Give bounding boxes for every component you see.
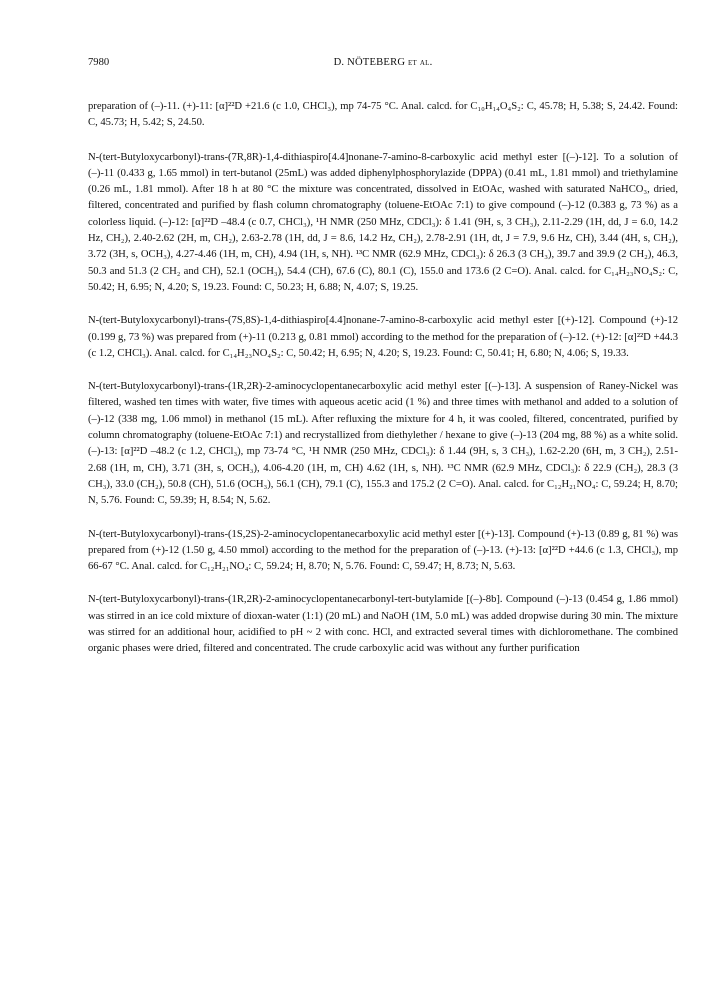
paragraph: N-(tert-Butyloxycarbonyl)-trans-(1R,2R)-2-aminocyclopentanecarboxylic acid methyl ester [(–)-13]. A suspension of Raney-Nickel was filtered, washed ten times with water, five times with aqueous acetic acid (1 %) and three times with methanol and added to a solution of (–)-12 (338 mg, 1.06 mmol) in methanol (15 mL). After refluxing the mixture for 4 h, it was cooled, filtered, concentrated, purified by column chromatography (toluene-EtOAc 7:1) and recrystallized from diethylether / hexane to give (–)-13 (204 mg, 88 %) as a white solid. (–)-13: [α]²²D –48.2 (c 1.2, CHCl₃), mp 73-74 °C, ¹H NMR (250 MHz, CDCl₃): δ 1.44 (9H, s, 3 CH₃), 1.62-2.20 (6H, m, 3 CH₂), 2.51-2.68 (1H, m, CH), 3.71 (3H, s, OCH₃), 4.06-4.20 (1H, m, CH) 4.62 (1H, s, NH). ¹³C NMR (62.9 MHz, CDCl₃): δ 22.9 (CH₂), 28.3 (3 CH₃), 33.0 (CH₂), 50.8 (CH), 51.6 (OCH₃), 56.1 (CH), 79.1 (C), 155.3 and 175.2 (2 C=O). Anal. calcd. for C₁₂H₂₁NO₄: C, 59.24; H, 8.70; N, 5.76. Found: C, 59.39; H, 8.54; N, 5.62.	[88, 381, 678, 507]
running-head: D. NÖTEBERG et al.	[333, 57, 433, 68]
paragraph: N-(tert-Butyloxycarbonyl)-trans-(7R,8R)-1,4-dithiaspiro[4.4]nonane-7-amino-8-carboxylic acid methyl ester [(–)-12]. To a solution of (–)-11 (0.433 g, 1.65 mmol) in tert-butanol (25mL) was added diphenylphosphorylazide (DPPA) (0.41 mL, 1.81 mmol) and triethylamine (0.26 mL, 1.81 mmol). After 18 h at 80 °C the mixture was concentrated, dissolved in EtOAc, washed with saturated NaHCO₃, dried, filtered, concentrated and purified by flash column chromatography (toluene-EtOAc 7:1) to give compound (–)-12 (0.383 g, 73 %) as a colorless liquid. (–)-12: [α]²²D –48.4 (c 0.7, CHCl₃), ¹H NMR (250 MHz, CDCl₃): δ 1.41 (9H, s, 3 CH₃), 2.11-2.29 (1H, dd, J = 6.0, 14.2 Hz, CH₂), 2.40-2.62 (2H, m, CH₂), 2.63-2.78 (1H, dd, J = 8.6, 14.2 Hz, CH₂), 2.78-2.91 (1H, dt, J = 7.9, 9.6 Hz, CH), 3.44 (4H, s, CH₂), 3.72 (3H, s, OCH₃), 4.27-4.46 (1H, m, CH), 4.94 (1H, s, NH). ¹³C NMR (62.9 MHz, CDCl₃): δ 26.3 (3 CH₃), 39.7 and 39.9 (2 CH₂), 46.3, 50.3 and 51.3 (2 CH₂ and CH), 52.1 (OCH₃), 54.4 (CH), 67.6 (C), 80.1 (C), 155.0 and 173.6 (2 C=O). Anal. calcd. for C₁₄H₂₃NO₄S₂: C, 50.42; H, 6.95; N, 4.20; S, 19.23. Found: C, 50.23; H, 6.88; N, 4.07; S, 19.25.	[88, 151, 678, 293]
paragraph: N-(tert-Butyloxycarbonyl)-trans-(1R,2R)-2-aminocyclopentanecarbonyl-tert-butylamide [(–)-8b]. Compound (–)-13 (0.454 g, 1.86 mmol) was stirred in an ice cold mixture of dioxan-water (1:1) (20 mL) and NaOH (1M, 5.0 mL) was added dropwise during 30 min. The mixture was stirred for an additional hour, acidified to pH ~ 2 with conc. HCl, and extracted several times with dichloromethane. The combined organic phases were dried, filtered and concentrated. The crude carboxylic acid was without any further purification	[88, 594, 678, 655]
page-number: 7980	[88, 57, 110, 68]
paragraph: N-(tert-Butyloxycarbonyl)-trans-(7S,8S)-1,4-dithiaspiro[4.4]nonane-7-amino-8-carboxylic acid methyl ester [(+)-12]. Compound (+)-12 (0.199 g, 73 %) was prepared from (+)-11 (0.213 g, 0.81 mmol) according to the method for the preparation of (–)-12. (+)-12: [α]²²D +44.3 (c 1.2, CHCl₃). Anal. calcd. for C₁₄H₂₃NO₄S₂: C, 50.42; H, 6.95; N, 4.20; S, 19.23. Found: C, 50.41; H, 6.80; N, 4.06; S, 19.33.	[88, 315, 678, 359]
paragraph: N-(tert-Butyloxycarbonyl)-trans-(1S,2S)-2-aminocyclopentanecarboxylic acid methyl ester [(+)-13]. Compound (+)-13 (0.89 g, 81 %) was prepared from (+)-12 (1.50 g, 4.50 mmol) according to the method for the preparation of (–)-13. (+)-13: [α]²²D +44.6 (c 1.3, CHCl₃), mp 66-67 °C. Anal. calcd. for C₁₂H₂₁NO₄: C, 59.24; H, 8.70; N, 5.76. Found: C, 59.47; H, 8.73; N, 5.63.	[88, 528, 678, 573]
paragraph: preparation of (–)-11. (+)-11: [α]²²D +21.6 (c 1.0, CHCl₃), mp 74-75 °C. Anal. calcd. for C₁₀H₁₄O₄S₂: C, 45.78; H, 5.38; S, 24.42. Found: C, 45.73; H, 5.42; S, 24.50.	[88, 101, 678, 129]
body-text	[88, 99, 678, 675]
page-header	[88, 57, 678, 73]
